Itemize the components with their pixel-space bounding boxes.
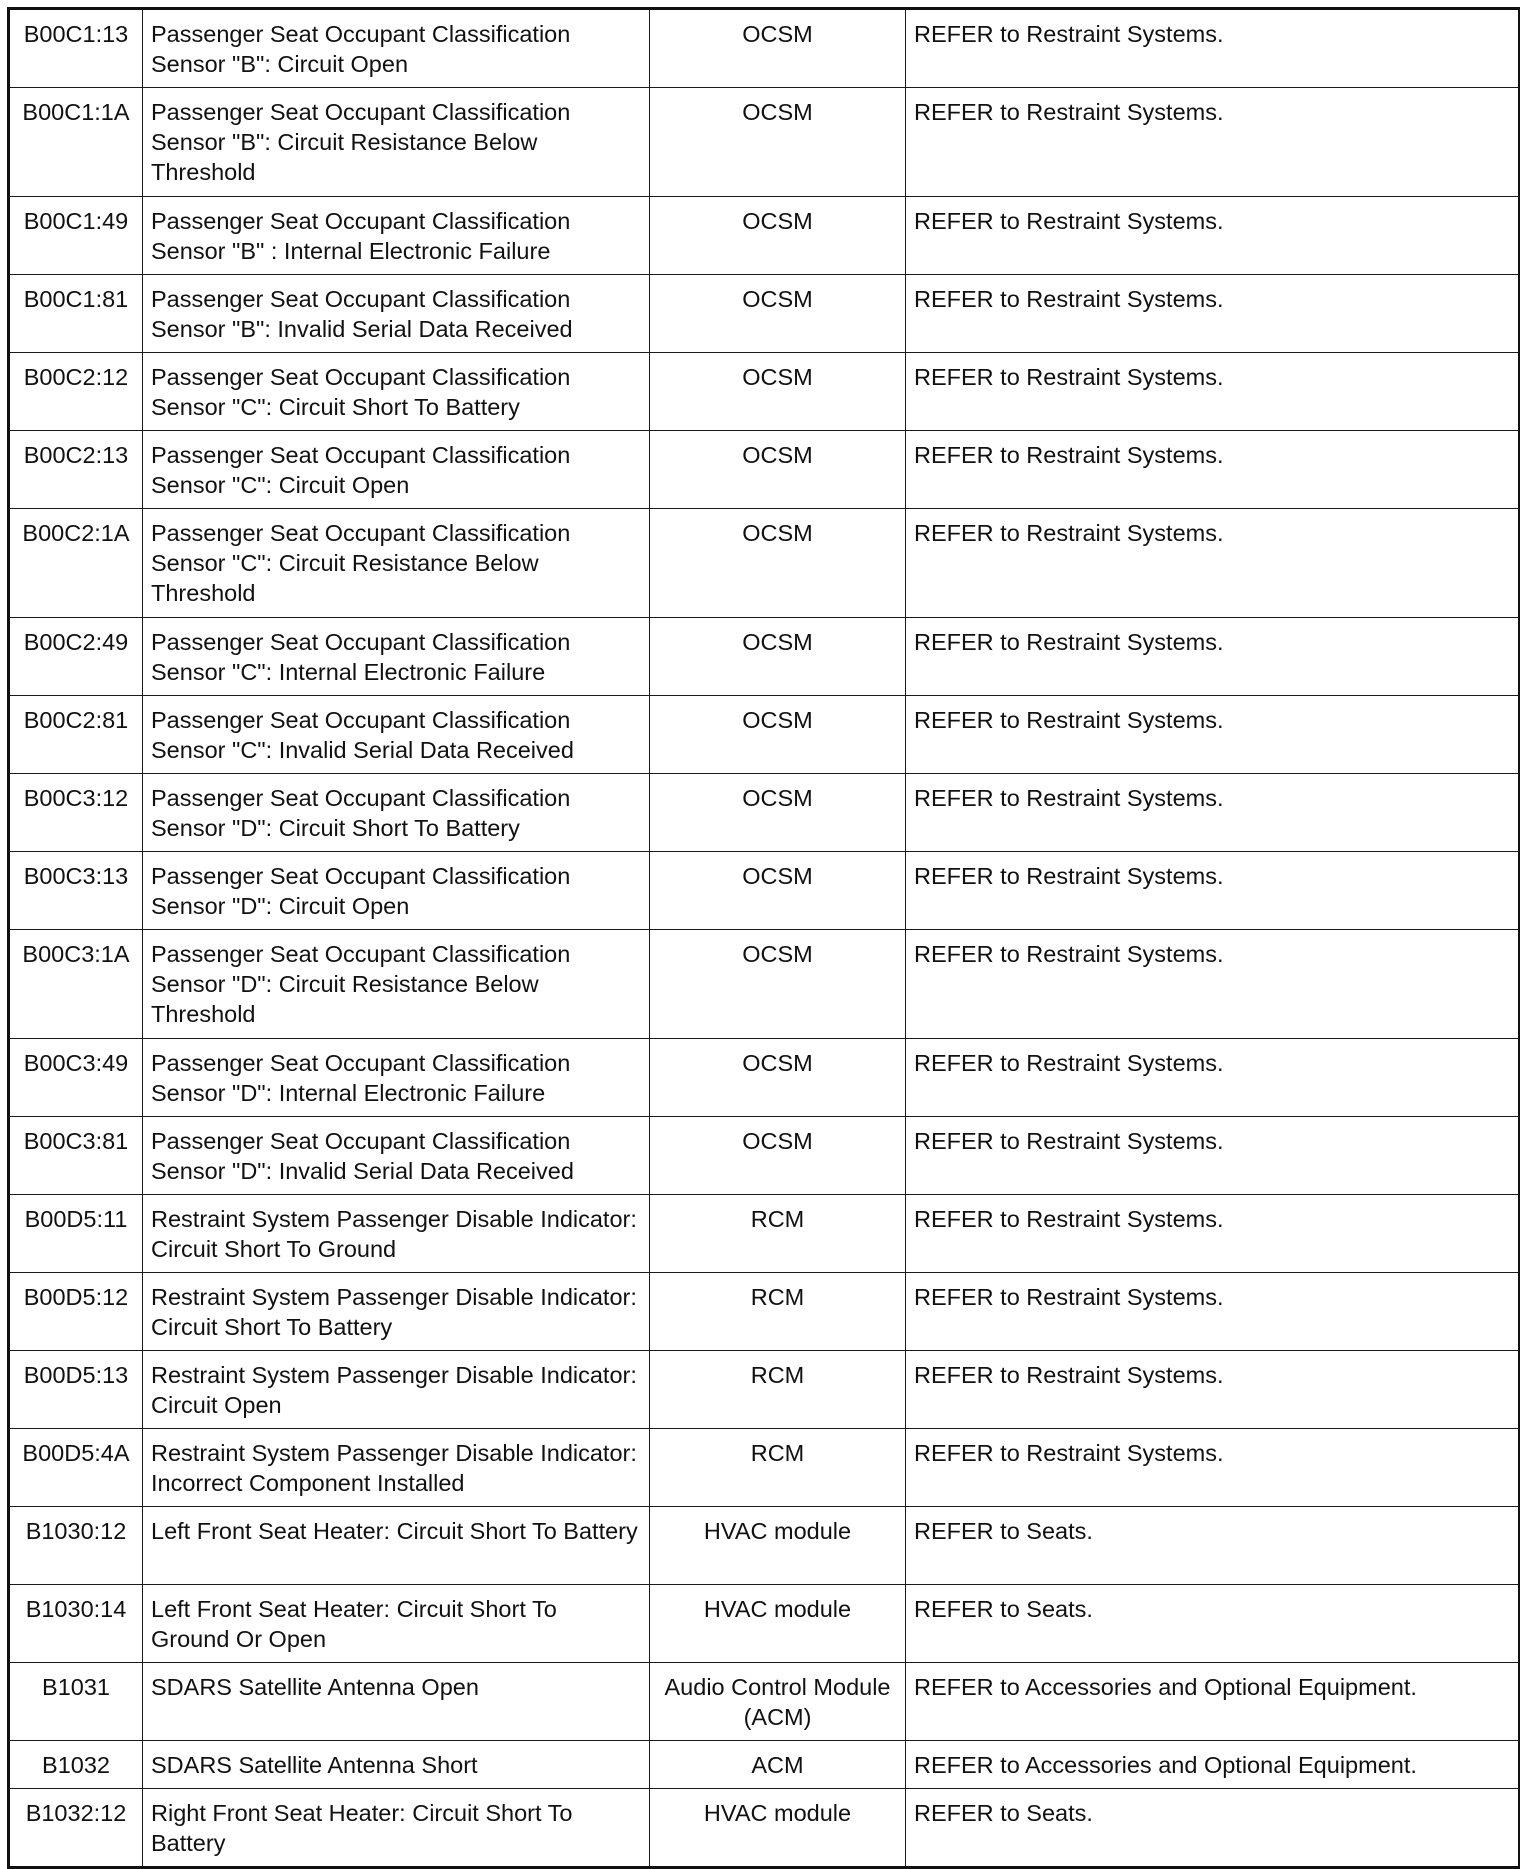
dtc-action-cell: REFER to Seats. [906, 1789, 1520, 1868]
dtc-code-cell: B00D5:13 [9, 1351, 143, 1429]
dtc-module-cell: OCSM [650, 1039, 906, 1117]
dtc-description-cell: Passenger Seat Occupant Classification Sensor "C": Invalid Serial Data Received [143, 696, 650, 774]
dtc-code-cell: B00D5:12 [9, 1273, 143, 1351]
dtc-action-cell: REFER to Restraint Systems. [906, 9, 1520, 88]
dtc-code-cell: B00C1:13 [9, 9, 143, 88]
dtc-action-cell: REFER to Restraint Systems. [906, 930, 1520, 1039]
dtc-module-cell: ACM [650, 1741, 906, 1789]
dtc-code-cell: B1030:12 [9, 1507, 143, 1585]
dtc-code-cell: B00C2:1A [9, 509, 143, 618]
dtc-code-cell: B00C3:13 [9, 852, 143, 930]
dtc-action-cell: REFER to Restraint Systems. [906, 353, 1520, 431]
dtc-code-cell: B1030:14 [9, 1585, 143, 1663]
dtc-code-cell: B00C3:81 [9, 1117, 143, 1195]
dtc-description-cell: Passenger Seat Occupant Classification Sensor "C": Circuit Open [143, 431, 650, 509]
dtc-description-cell: Restraint System Passenger Disable Indicator: Circuit Open [143, 1351, 650, 1429]
dtc-action-cell: REFER to Restraint Systems. [906, 1039, 1520, 1117]
dtc-description-cell: Passenger Seat Occupant Classification Sensor "D": Invalid Serial Data Received [143, 1117, 650, 1195]
dtc-action-cell: REFER to Restraint Systems. [906, 197, 1520, 275]
dtc-module-cell: RCM [650, 1351, 906, 1429]
dtc-description-cell: Passenger Seat Occupant Classification Sensor "C": Internal Electronic Failure [143, 618, 650, 696]
table-row [9, 1195, 1520, 1273]
dtc-action-cell: REFER to Accessories and Optional Equipment. [906, 1663, 1520, 1741]
dtc-action-cell: REFER to Seats. [906, 1585, 1520, 1663]
dtc-description-cell: Passenger Seat Occupant Classification Sensor "D": Circuit Short To Battery [143, 774, 650, 852]
dtc-action-cell: REFER to Restraint Systems. [906, 618, 1520, 696]
dtc-action-cell: REFER to Restraint Systems. [906, 88, 1520, 197]
dtc-action-cell: REFER to Restraint Systems. [906, 696, 1520, 774]
table-row [9, 431, 1520, 509]
table-row [9, 618, 1520, 696]
dtc-table-body [9, 9, 1520, 1868]
dtc-module-cell: OCSM [650, 774, 906, 852]
dtc-code-cell: B00D5:4A [9, 1429, 143, 1507]
table-row [9, 852, 1520, 930]
dtc-action-cell: REFER to Restraint Systems. [906, 774, 1520, 852]
dtc-code-cell: B00C2:13 [9, 431, 143, 509]
dtc-action-cell: REFER to Accessories and Optional Equipment. [906, 1741, 1520, 1789]
dtc-module-cell: OCSM [650, 275, 906, 353]
table-row [9, 1351, 1520, 1429]
dtc-description-cell: Passenger Seat Occupant Classification Sensor "D": Internal Electronic Failure [143, 1039, 650, 1117]
dtc-action-cell: REFER to Restraint Systems. [906, 1429, 1520, 1507]
dtc-description-cell: Restraint System Passenger Disable Indicator: Circuit Short To Battery [143, 1273, 650, 1351]
dtc-description-cell: Left Front Seat Heater: Circuit Short To Battery [143, 1507, 650, 1585]
dtc-module-cell: HVAC module [650, 1507, 906, 1585]
table-row [9, 1273, 1520, 1351]
dtc-action-cell: REFER to Restraint Systems. [906, 431, 1520, 509]
dtc-module-cell: OCSM [650, 696, 906, 774]
table-row [9, 1663, 1520, 1741]
dtc-description-cell: SDARS Satellite Antenna Short [143, 1741, 650, 1789]
dtc-description-cell: Restraint System Passenger Disable Indicator: Circuit Short To Ground [143, 1195, 650, 1273]
dtc-description-cell: Passenger Seat Occupant Classification Sensor "D": Circuit Resistance Below Threshold [143, 930, 650, 1039]
table-row [9, 1039, 1520, 1117]
table-row [9, 1429, 1520, 1507]
dtc-description-cell: Passenger Seat Occupant Classification Sensor "B": Invalid Serial Data Received [143, 275, 650, 353]
dtc-module-cell: Audio Control Module (ACM) [650, 1663, 906, 1741]
dtc-code-cell: B00C1:1A [9, 88, 143, 197]
table-row [9, 774, 1520, 852]
dtc-action-cell: REFER to Restraint Systems. [906, 275, 1520, 353]
dtc-module-cell: HVAC module [650, 1585, 906, 1663]
dtc-table [7, 7, 1520, 1869]
dtc-module-cell: OCSM [650, 197, 906, 275]
dtc-action-cell: REFER to Restraint Systems. [906, 852, 1520, 930]
dtc-module-cell: OCSM [650, 1117, 906, 1195]
table-row [9, 197, 1520, 275]
table-row [9, 1117, 1520, 1195]
dtc-module-cell: OCSM [650, 88, 906, 197]
dtc-description-cell: Passenger Seat Occupant Classification Sensor "C": Circuit Short To Battery [143, 353, 650, 431]
table-row [9, 1789, 1520, 1868]
dtc-code-cell: B00C2:49 [9, 618, 143, 696]
dtc-action-cell: REFER to Restraint Systems. [906, 509, 1520, 618]
dtc-module-cell: OCSM [650, 930, 906, 1039]
dtc-module-cell: OCSM [650, 509, 906, 618]
dtc-code-cell: B00C2:81 [9, 696, 143, 774]
dtc-action-cell: REFER to Restraint Systems. [906, 1195, 1520, 1273]
dtc-code-cell: B00C3:12 [9, 774, 143, 852]
dtc-module-cell: HVAC module [650, 1789, 906, 1868]
table-row [9, 1585, 1520, 1663]
dtc-module-cell: RCM [650, 1273, 906, 1351]
dtc-module-cell: RCM [650, 1195, 906, 1273]
dtc-action-cell: REFER to Restraint Systems. [906, 1117, 1520, 1195]
dtc-description-cell: Restraint System Passenger Disable Indicator: Incorrect Component Installed [143, 1429, 650, 1507]
dtc-description-cell: SDARS Satellite Antenna Open [143, 1663, 650, 1741]
table-row [9, 1741, 1520, 1789]
dtc-description-cell: Passenger Seat Occupant Classification Sensor "B": Circuit Open [143, 9, 650, 88]
dtc-module-cell: OCSM [650, 618, 906, 696]
dtc-code-cell: B1032 [9, 1741, 143, 1789]
table-row [9, 696, 1520, 774]
dtc-description-cell: Passenger Seat Occupant Classification Sensor "D": Circuit Open [143, 852, 650, 930]
table-row [9, 275, 1520, 353]
dtc-module-cell: OCSM [650, 431, 906, 509]
dtc-code-cell: B00C2:12 [9, 353, 143, 431]
dtc-module-cell: RCM [650, 1429, 906, 1507]
dtc-module-cell: OCSM [650, 9, 906, 88]
dtc-description-cell: Right Front Seat Heater: Circuit Short To Battery [143, 1789, 650, 1868]
table-row [9, 88, 1520, 197]
table-row [9, 1507, 1520, 1585]
table-row [9, 9, 1520, 88]
table-row [9, 353, 1520, 431]
dtc-code-cell: B1031 [9, 1663, 143, 1741]
dtc-code-cell: B00C1:81 [9, 275, 143, 353]
dtc-code-cell: B00C3:49 [9, 1039, 143, 1117]
dtc-description-cell: Passenger Seat Occupant Classification Sensor "B" : Internal Electronic Failure [143, 197, 650, 275]
dtc-action-cell: REFER to Seats. [906, 1507, 1520, 1585]
dtc-action-cell: REFER to Restraint Systems. [906, 1351, 1520, 1429]
dtc-description-cell: Left Front Seat Heater: Circuit Short To Ground Or Open [143, 1585, 650, 1663]
dtc-description-cell: Passenger Seat Occupant Classification Sensor "B": Circuit Resistance Below Threshold [143, 88, 650, 197]
dtc-code-cell: B00C3:1A [9, 930, 143, 1039]
dtc-action-cell: REFER to Restraint Systems. [906, 1273, 1520, 1351]
dtc-code-cell: B00D5:11 [9, 1195, 143, 1273]
dtc-module-cell: OCSM [650, 852, 906, 930]
dtc-code-cell: B1032:12 [9, 1789, 143, 1868]
table-row [9, 930, 1520, 1039]
dtc-description-cell: Passenger Seat Occupant Classification Sensor "C": Circuit Resistance Below Threshold [143, 509, 650, 618]
table-row [9, 509, 1520, 618]
dtc-module-cell: OCSM [650, 353, 906, 431]
dtc-code-cell: B00C1:49 [9, 197, 143, 275]
